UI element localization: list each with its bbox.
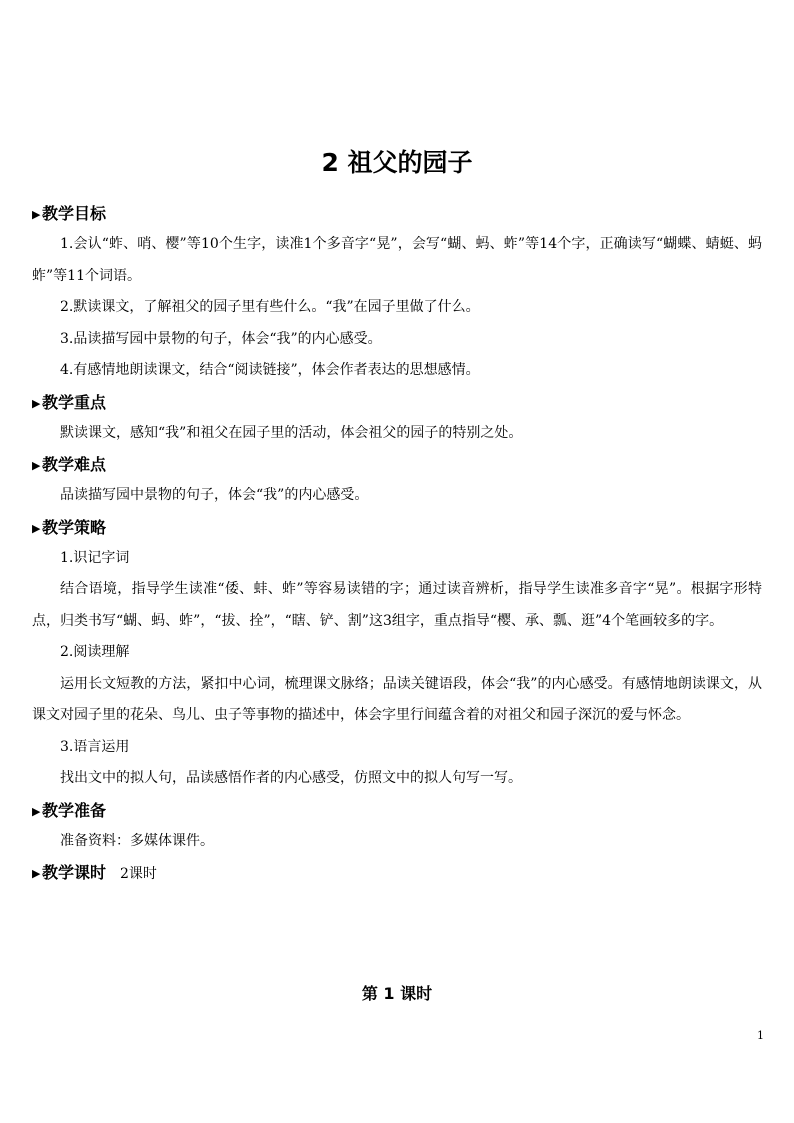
- triangle-marker-icon: ▶: [32, 521, 41, 535]
- goal-item-2: 2.默读课文，了解祖父的园子里有些什么。“我”在园子里做了什么。: [60, 299, 480, 315]
- strategy-label-3: 3.语言运用: [60, 738, 130, 755]
- section-heading-key-points-label: 教学重点: [42, 392, 107, 412]
- section-heading-periods: [32, 857, 762, 888]
- difficulties-text: 品读描写园中景物的句子，体会“我”的内心感受。: [60, 487, 369, 503]
- section-heading-periods-label: 教学课时: [42, 863, 107, 882]
- section-heading-key-points: [32, 387, 762, 418]
- goal-item-4: 4.有感情地朗读课文，结合“阅读链接”，体会作者表达的思想感情。: [60, 362, 480, 378]
- strategy-label-2: 2.阅读理解: [60, 644, 130, 660]
- document-title: 2 祖父的园子: [321, 148, 473, 177]
- section-heading-strategies-label: 教学策略: [42, 517, 107, 537]
- lesson-title: 第 1 课时: [361, 984, 433, 1003]
- section-heading-preparation: [32, 795, 762, 826]
- preparation-text: 准备资料：多媒体课件。: [60, 832, 214, 849]
- strategy-text-3: 找出文中的拟人句，品读感悟作者的内心感受，仿照文中的拟人句写一写。: [60, 770, 522, 786]
- triangle-marker-icon: ▶: [32, 867, 41, 880]
- key-points-text: 默读课文，感知“我”和祖父在园子里的活动，体会祖父的园子的特别之处。: [60, 424, 523, 441]
- page-number: 1: [757, 1029, 764, 1042]
- strategy-label-1: 1.识记字词: [60, 549, 130, 566]
- section-heading-preparation-label: 教学准备: [42, 800, 107, 820]
- section-heading-difficulties-label: 教学难点: [42, 455, 107, 474]
- triangle-marker-icon: ▶: [32, 208, 41, 221]
- goal-item-1: 1.会认“蚱、哨、樱”等10个生字，读准1个多音字“晃”，会写“蝴、蚂、蚱”等14个字，正确读写“蝴蝶、蜻蜓、蚂蚱”等11个词语。: [32, 236, 762, 284]
- strategy-text-1: 结合语境，指导学生读准“倭、蚌、蚱”等容易读错的字；通过读音辨析，指导学生读准多音字“晃”。根据字形特点，归类书写“蝴、蚂、蚱”，“拔、拴”，“瞎、铲、割”这3组字，重点指导“樱、承、瓢、逛”4个笔画较多的字。: [32, 581, 762, 629]
- strategy-text-2: 运用长文短教的方法，紧扣中心词，梳理课文脉络；品读关键语段，体会“我”的内心感受。有感情地朗读课文，从课文对园子里的花朵、鸟儿、虫子等事物的描述中，体会字里行间蕴含着的对祖父和园子深沉的爱与怀念。: [32, 675, 762, 723]
- section-heading-strategies: [32, 512, 762, 543]
- goal-item-3: 3.品读描写园中景物的句子，体会“我”的内心感受。: [60, 330, 382, 347]
- periods-value: 2课时: [120, 866, 157, 882]
- section-heading-difficulties: [32, 449, 762, 480]
- section-heading-goals-label: 教学目标: [42, 204, 107, 223]
- triangle-marker-icon: ▶: [32, 804, 41, 818]
- triangle-marker-icon: ▶: [32, 396, 41, 410]
- section-heading-goals: [32, 198, 762, 229]
- document-content: [32, 198, 762, 888]
- triangle-marker-icon: ▶: [32, 459, 41, 472]
